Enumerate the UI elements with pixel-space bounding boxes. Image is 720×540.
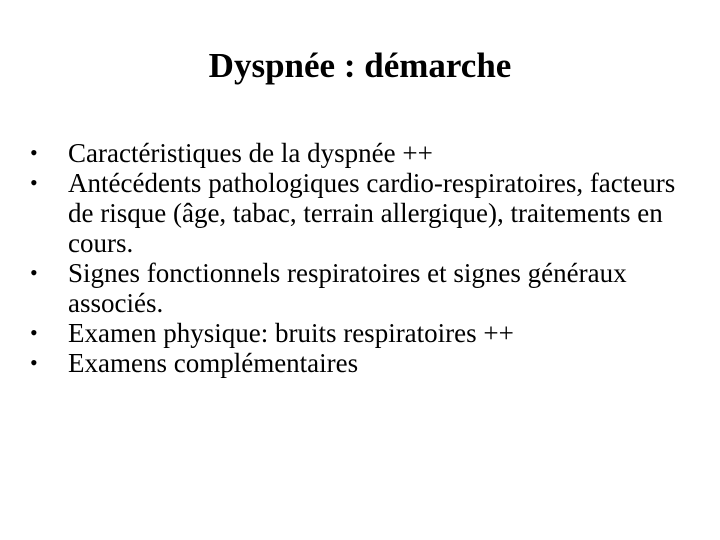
bullet-text: Signes fonctionnels respiratoires et signes généraux associés. <box>68 258 627 318</box>
bullet-item-physical-exam <box>30 318 700 348</box>
bullet-icon: • <box>30 320 38 345</box>
bullet-item-characteristics <box>30 138 700 168</box>
bullet-item-additional-tests <box>30 348 700 378</box>
bullet-text: Caractéristiques de la dyspnée ++ <box>68 138 433 168</box>
bullet-text: Examen physique: bruits respiratoires ++ <box>68 318 514 348</box>
slide-title: Dyspnée : démarche <box>208 46 512 85</box>
bullet-item-history <box>30 168 700 258</box>
bullet-icon: • <box>30 170 38 195</box>
bullet-icon: • <box>30 260 38 285</box>
bullet-icon: • <box>30 140 38 165</box>
bullet-text: Examens complémentaires <box>68 348 359 378</box>
bullet-list <box>30 138 700 378</box>
bullet-text: Antécédents pathologiques cardio-respiratoires, facteurs de risque (âge, tabac, terrain allergique), traitements en cours. <box>68 168 676 258</box>
bullet-icon: • <box>30 350 38 375</box>
bullet-item-symptoms <box>30 258 700 318</box>
